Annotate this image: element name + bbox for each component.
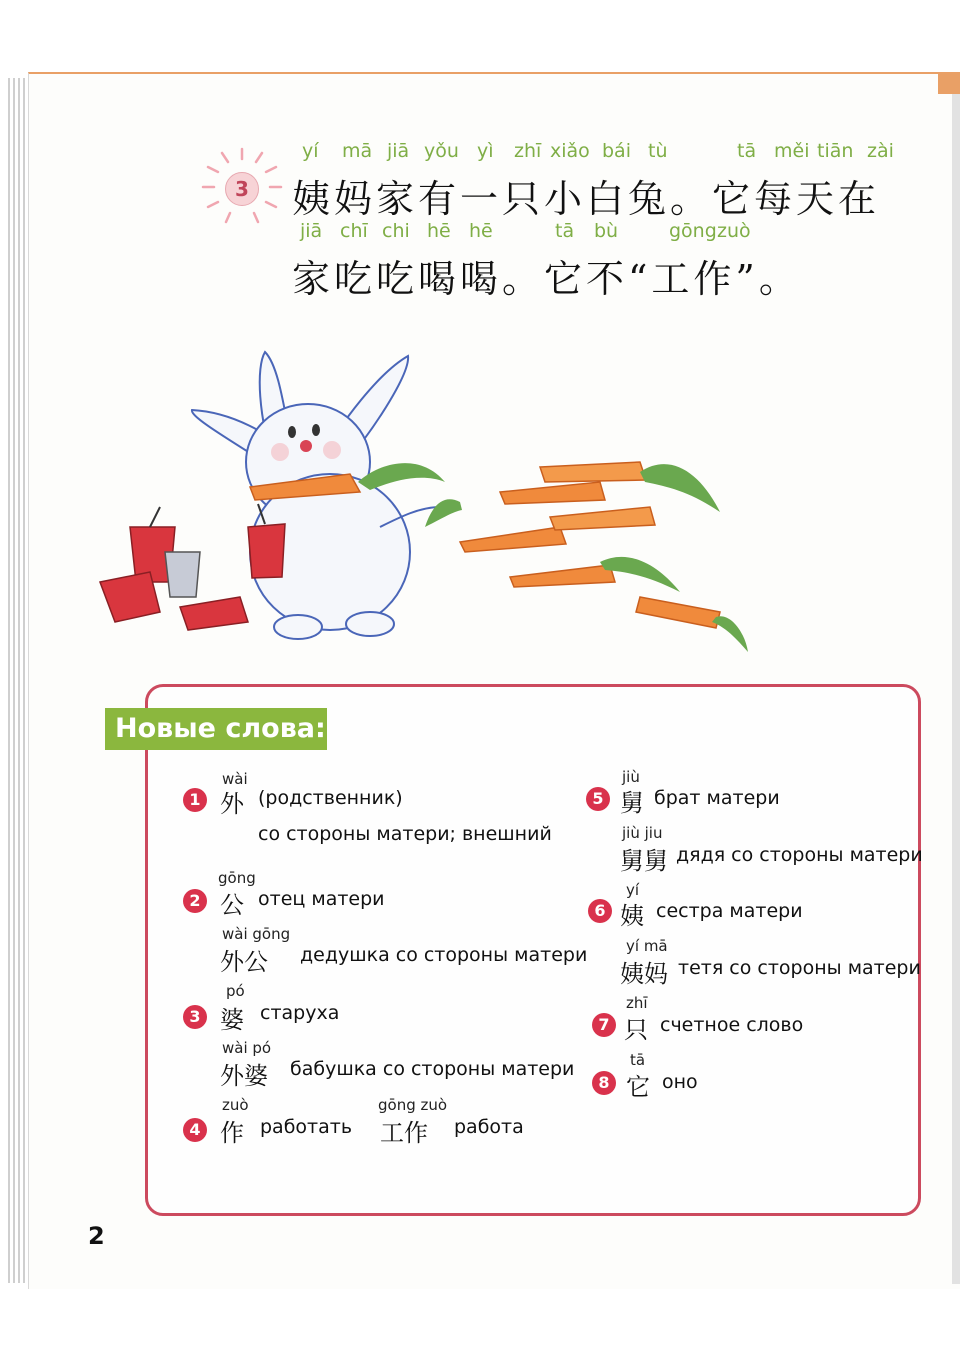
vocab-3-sub-hanzi: 外婆 (220, 1062, 268, 1090)
vocab-4-meaning: работать (260, 1116, 353, 1138)
pinyin-syllable: měi (774, 140, 810, 162)
vocab-4-number: 4 (183, 1118, 207, 1142)
pinyin-syllable: chī (340, 220, 368, 242)
vocab-7-hanzi: 只 (624, 1016, 648, 1044)
vocab-7-meaning: счетное слово (660, 1014, 804, 1036)
story-line-2 (292, 220, 801, 303)
vocab-5-sub-meaning: дядя со стороны матери (676, 844, 923, 866)
vocab-1-meaning-2: со стороны матери; внешний (258, 823, 552, 845)
page-corner-tab (938, 72, 960, 94)
vocab-2-hanzi: 公 (220, 891, 244, 919)
pinyin-syllable: bái (602, 140, 631, 162)
vocab-6-sub-pinyin: yí mā (626, 937, 668, 955)
vocab-2-sub-pinyin: wài gōng (222, 925, 291, 943)
vocab-1-meaning: (родственник) (258, 787, 403, 809)
vocab-3-sub-pinyin: wài pó (222, 1039, 272, 1057)
pinyin-syllable: yì (477, 140, 494, 162)
vocab-4-sub-meaning: работа (454, 1116, 524, 1138)
vocab-4-hanzi: 作 (220, 1119, 244, 1147)
pinyin-syllable: tā (737, 140, 757, 162)
pinyin-syllable: zuò (717, 220, 751, 242)
vocab-6-hanzi: 姨 (620, 902, 644, 930)
vocab-6-pinyin: yí (626, 881, 640, 899)
pinyin-syllable: chi (382, 220, 410, 242)
vocab-2-meaning: отец матери (258, 888, 385, 910)
story-line-2-pinyin (292, 220, 932, 244)
pinyin-syllable: tā (555, 220, 575, 242)
pinyin-syllable: xiǎo (550, 140, 590, 162)
story-number-badge (200, 145, 284, 229)
story-number: 3 (225, 172, 259, 206)
vocab-5-meaning: брат матери (654, 787, 780, 809)
pinyin-syllable: hē (427, 220, 451, 242)
pinyin-syllable: tù (648, 140, 668, 162)
vocab-5-pinyin: jiù (622, 768, 640, 786)
pinyin-syllable: zài (867, 140, 894, 162)
vocab-3-hanzi: 婆 (220, 1006, 244, 1034)
pinyin-syllable: yí (302, 140, 319, 162)
rabbit-carrots-illustration (80, 322, 760, 672)
vocab-7-number: 7 (592, 1013, 616, 1037)
vocab-5-sub-hanzi: 舅舅 (620, 847, 668, 875)
page-right-shadow (952, 94, 960, 1284)
vocab-8-pinyin: tā (630, 1051, 646, 1069)
vocab-5-hanzi: 舅 (620, 789, 644, 817)
pinyin-syllable: zhī (514, 140, 542, 162)
vocab-2-sub-hanzi: 外公 (220, 948, 268, 976)
vocab-6-number: 6 (588, 899, 612, 923)
story-line-2-text: 家吃吃喝喝。它不“工作”。 (292, 257, 801, 301)
pinyin-syllable: hē (469, 220, 493, 242)
vocab-1-pinyin: wài (222, 770, 248, 788)
vocab-3-sub-meaning: бабушка со стороны матери (290, 1058, 575, 1080)
story-line-1 (292, 140, 894, 223)
pinyin-syllable: mā (342, 140, 373, 162)
vocab-4-sub-hanzi: 工作 (380, 1119, 428, 1147)
vocab-3-pinyin: pó (226, 982, 245, 1000)
vocab-6-sub-meaning: тетя со стороны матери (678, 957, 921, 979)
vocab-2-pinyin: gōng (218, 869, 256, 887)
pinyin-syllable: bù (594, 220, 619, 242)
vocab-8-hanzi: 它 (626, 1073, 650, 1101)
pinyin-syllable: yǒu (424, 140, 459, 162)
vocab-5-sub-pinyin: jiù jiu (622, 824, 663, 842)
vocab-1-hanzi: 外 (220, 790, 244, 818)
vocab-8-meaning: оно (662, 1071, 698, 1093)
pinyin-syllable: gōng (669, 220, 717, 242)
pinyin-syllable: jiā (300, 220, 323, 242)
pinyin-syllable: tiān (817, 140, 854, 162)
book-page-edges (6, 78, 28, 1283)
page-number: 2 (88, 1222, 105, 1250)
story-line-1-text: 姨妈家有一只小白兔。它每天在 (292, 177, 881, 221)
vocabulary-title: Новые слова: (105, 708, 327, 750)
carrot-pile-icon (425, 462, 748, 652)
vocab-3-meaning: старуха (260, 1002, 340, 1024)
vocab-8-number: 8 (592, 1071, 616, 1095)
vocab-2-sub-meaning: дедушка со стороны матери (300, 944, 588, 966)
story-line-1-pinyin (292, 140, 932, 164)
vocab-1-number: 1 (183, 788, 207, 812)
vocab-6-sub-hanzi: 姨妈 (620, 960, 668, 988)
vocab-3-number: 3 (183, 1005, 207, 1029)
vocab-2-number: 2 (183, 889, 207, 913)
vocab-7-pinyin: zhī (626, 994, 648, 1012)
vocab-4-pinyin: zuò (222, 1096, 249, 1114)
pinyin-syllable: jiā (387, 140, 410, 162)
vocab-5-number: 5 (586, 787, 610, 811)
vocab-6-meaning: сестра матери (656, 900, 803, 922)
vocab-4-sub-pinyin: gōng zuò (378, 1096, 448, 1114)
